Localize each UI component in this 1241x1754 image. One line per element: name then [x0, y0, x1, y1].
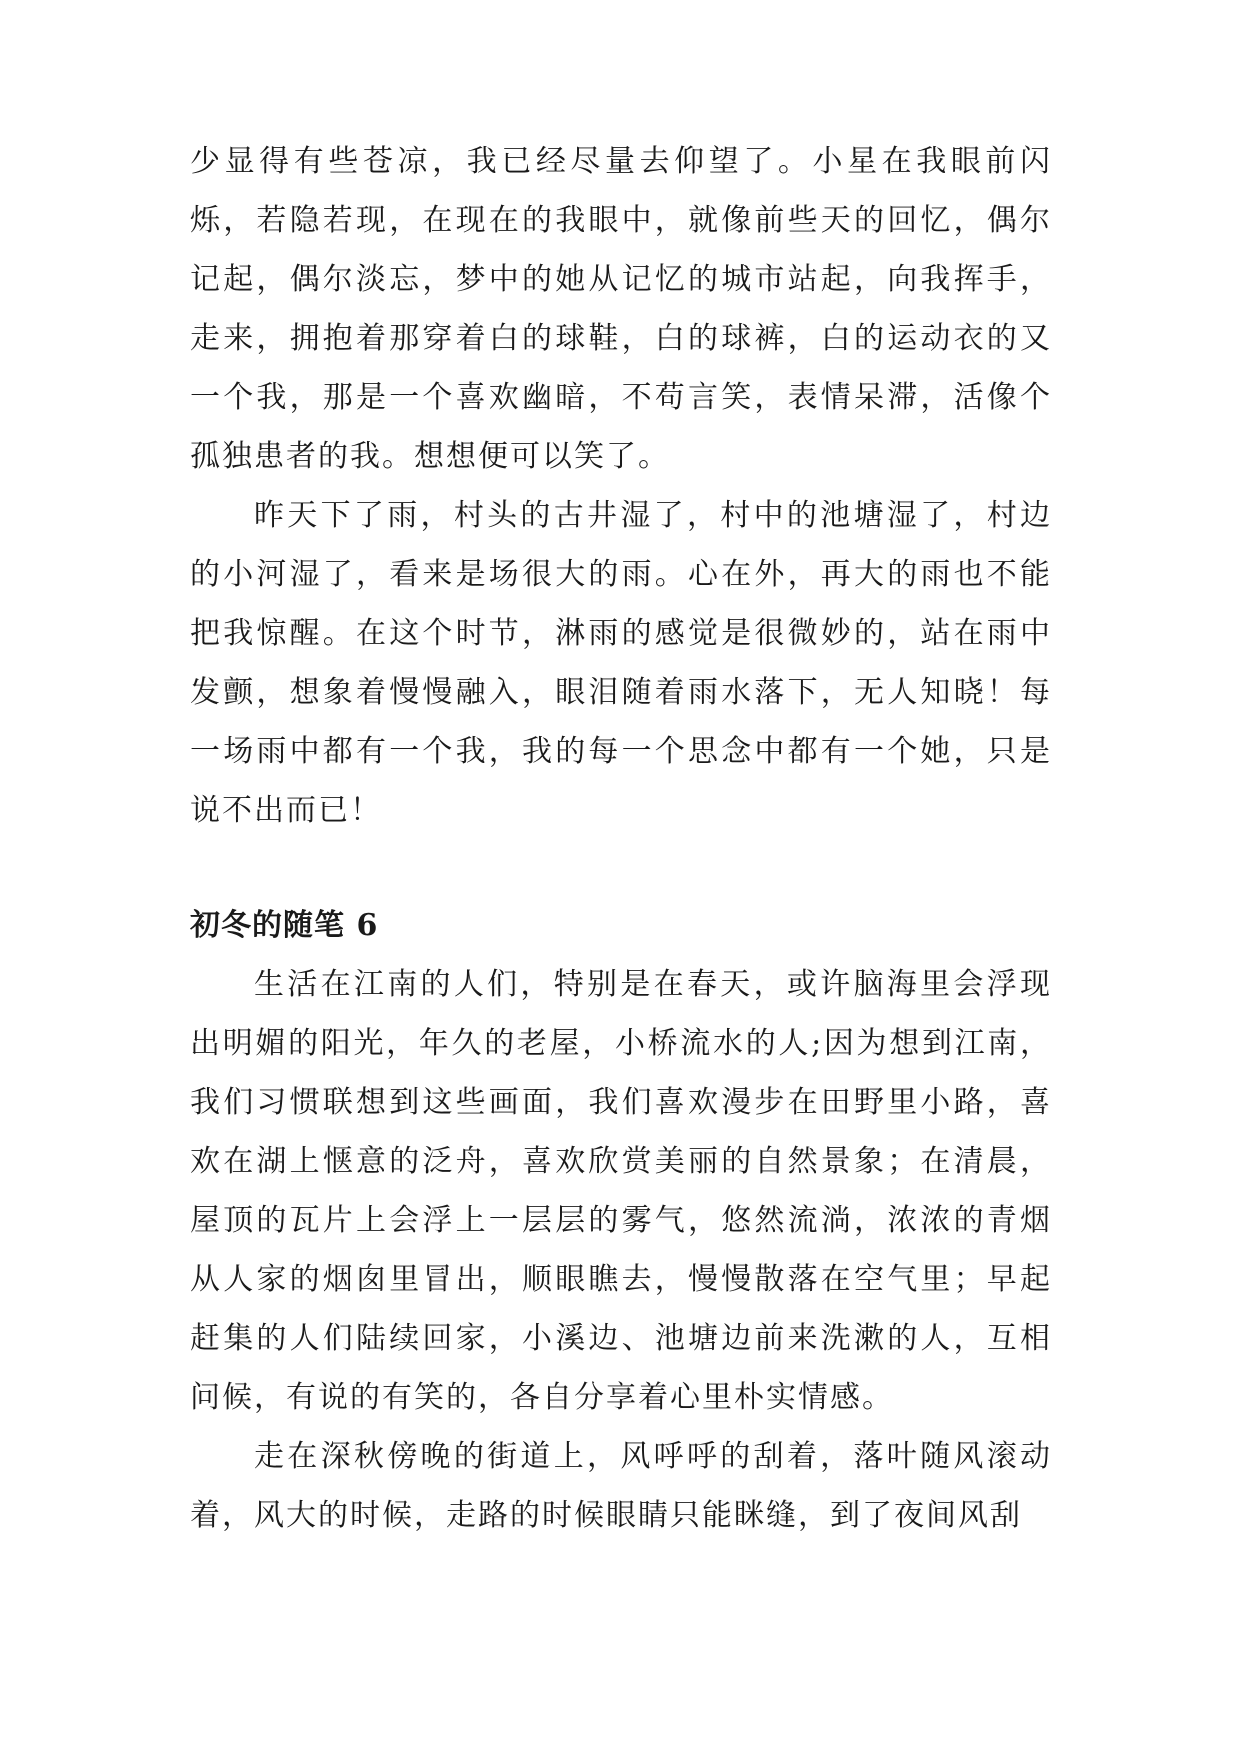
paragraph-autumn-street: 走在深秋傍晚的街道上，风呼呼的刮着，落叶随风滚动着，风大的时候，走路的时候眼睛只能眯缝，到了夜间风刮 [190, 1439, 1052, 1533]
document-body [190, 132, 1052, 1545]
section-title: 初冬的随笔 6 [190, 908, 379, 943]
paragraph-jiangnan: 生活在江南的人们，特别是在春天，或许脑海里会浮现出明媚的阳光，年久的老屋，小桥流水的人;因为想到江南，我们习惯联想到这些画面，我们喜欢漫步在田野里小路，喜欢在湖上惬意的泛舟，喜欢欣赏美丽的自然景象；在清晨，屋顶的瓦片上会浮上一层层的雾气，悠然流淌，浓浓的青烟从人家的烟囱里冒出，顺眼瞧去，慢慢散落在空气里；早起赶集的人们陆续回家，小溪边、池塘边前来洗漱的人，互相问候，有说的有笑的，各自分享着心里朴实情感。 [190, 967, 1052, 1415]
paragraph-rain: 昨天下了雨，村头的古井湿了，村中的池塘湿了，村边的小河湿了，看来是场很大的雨。心在外，再大的雨也不能把我惊醒。在这个时节，淋雨的感觉是很微妙的，站在雨中发颤，想象着慢慢融入，眼泪随着雨水落下，无人知晓！每一场雨中都有一个我，我的每一个思念中都有一个她，只是说不出而已！ [190, 498, 1052, 828]
paragraph-continued: 少显得有些苍凉，我已经尽量去仰望了。小星在我眼前闪烁，若隐若现，在现在的我眼中，就像前些天的回忆，偶尔记起，偶尔淡忘，梦中的她从记忆的城市站起，向我挥手，走来，拥抱着那穿着白的球鞋，白的球裤，白的运动衣的又一个我，那是一个喜欢幽暗，不苟言笑，表情呆滞，活像个孤独患者的我。想想便可以笑了。 [190, 144, 1052, 474]
